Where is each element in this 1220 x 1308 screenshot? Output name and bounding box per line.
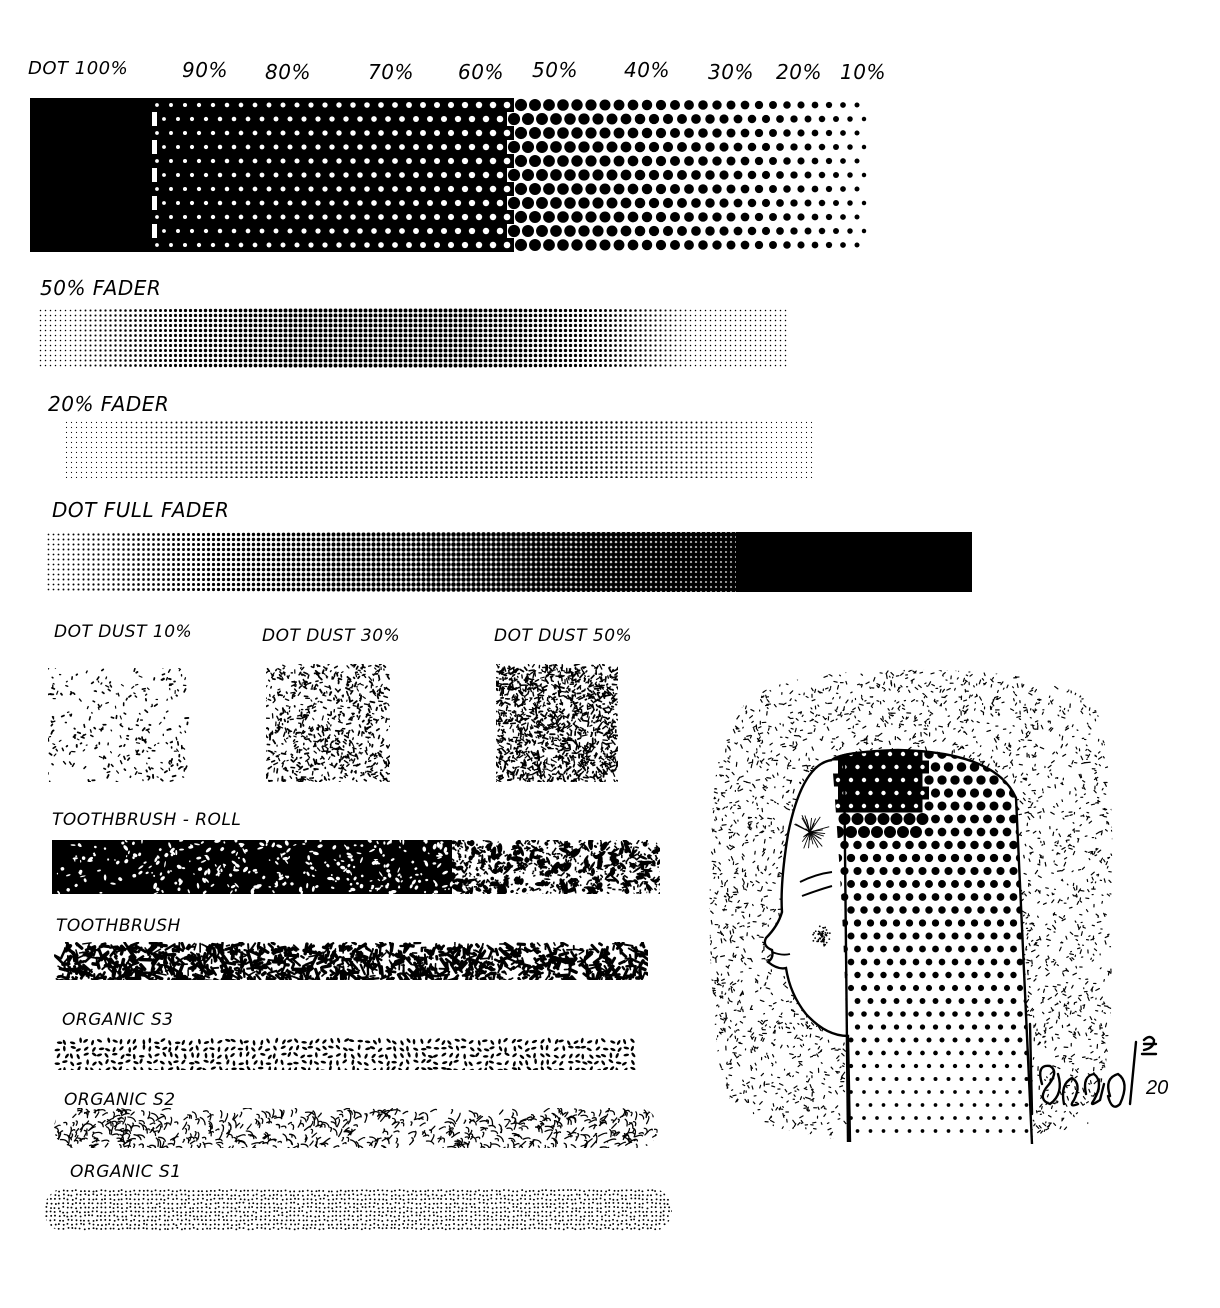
portrait-illustration (698, 664, 1178, 1154)
label-20: 20% (776, 60, 822, 84)
label-organic-s3: ORGANIC S3 (62, 1010, 174, 1030)
label-70: 70% (368, 60, 414, 84)
label-80: 80% (265, 60, 311, 84)
label-40: 40% (624, 58, 670, 82)
dot-dust-30-swatch (266, 664, 390, 782)
toothbrush-swatch (54, 942, 648, 980)
organic-s2-swatch (54, 1108, 658, 1148)
signature-year: 20 (1146, 1077, 1169, 1099)
label-50: 50% (532, 58, 578, 82)
dot-full-fader-swatch (46, 532, 972, 592)
label-organic-s2: ORGANIC S2 (64, 1090, 176, 1110)
dot-dust-10-swatch (48, 668, 190, 782)
label-90: 90% (182, 58, 228, 82)
label-30: 30% (708, 60, 754, 84)
dot-dust-50-swatch (496, 664, 618, 782)
label-dot-full-fader: DOT FULL FADER (52, 498, 230, 522)
fader-50-swatch (38, 308, 790, 370)
label-toothbrush-roll: TOOTHBRUSH - ROLL (52, 810, 242, 830)
signature-mark (1030, 1024, 1156, 1114)
label-fader-20: 20% FADER (48, 392, 170, 416)
label-toothbrush: TOOTHBRUSH (56, 916, 181, 936)
label-organic-s1: ORGANIC S1 (70, 1162, 182, 1182)
fader-20-swatch (64, 420, 816, 478)
label-dot-dust-10: DOT DUST 10% (54, 622, 193, 642)
organic-s3-swatch (54, 1036, 636, 1070)
label-dot-100: DOT 100% (28, 58, 129, 79)
label-fader-50: 50% FADER (40, 276, 162, 300)
halftone-tone-bar (30, 98, 870, 252)
toothbrush-roll-swatch (52, 840, 660, 894)
label-dot-dust-30: DOT DUST 30% (262, 626, 401, 646)
label-60: 60% (458, 60, 504, 84)
organic-s1-swatch (44, 1188, 672, 1232)
label-10: 10% (840, 60, 886, 84)
label-dot-dust-50: DOT DUST 50% (494, 626, 633, 646)
